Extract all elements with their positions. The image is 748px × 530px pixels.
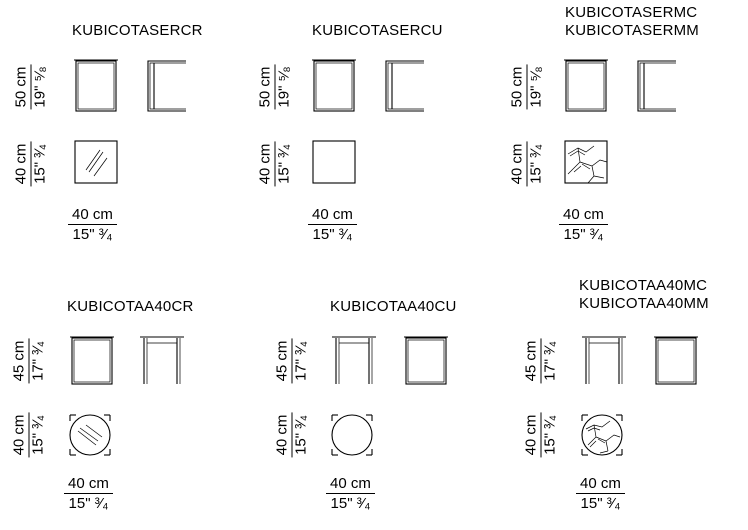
- top-view-drawing: [74, 140, 120, 186]
- front-elevation-drawing: [578, 334, 630, 388]
- depth-metric: 40 cm: [10, 414, 28, 456]
- height-dimension: [9, 57, 53, 117]
- front-elevation-drawing: [328, 334, 380, 388]
- depth-dimension: [505, 134, 549, 194]
- width-metric: 40 cm: [559, 206, 608, 225]
- width-dimension: [64, 475, 113, 512]
- width-imperial: 15" ³⁄₄: [68, 495, 109, 512]
- width-metric: 40 cm: [64, 475, 113, 494]
- depth-metric: 40 cm: [273, 414, 291, 456]
- width-dimension: [308, 206, 357, 243]
- depth-metric: 40 cm: [256, 143, 274, 185]
- product-card-serie-cr: [0, 0, 240, 250]
- product-title: [67, 298, 194, 316]
- product-title: [72, 22, 203, 40]
- height-metric: 45 cm: [10, 340, 28, 382]
- top-view-drawing: [328, 411, 376, 459]
- width-metric: 40 cm: [326, 475, 375, 494]
- depth-metric: 40 cm: [12, 143, 30, 185]
- product-code: KUBICOTASERCU: [312, 22, 443, 39]
- product-code: KUBICOTASERCR: [72, 22, 203, 39]
- height-metric: 45 cm: [273, 340, 291, 382]
- product-code-1: KUBICOTASERMC: [565, 4, 698, 21]
- width-dimension: [559, 206, 608, 243]
- product-code: KUBICOTAA40CR: [67, 298, 194, 315]
- product-code: KUBICOTAA40CU: [330, 298, 457, 315]
- depth-imperial: 15" ³⁄₄: [31, 144, 49, 184]
- side-elevation-drawing: [136, 334, 188, 388]
- depth-dimension: [519, 405, 563, 465]
- height-dimension: [519, 331, 563, 391]
- top-view-drawing: [578, 411, 626, 459]
- height-metric: 50 cm: [508, 66, 526, 108]
- height-metric: 50 cm: [256, 66, 274, 108]
- height-dimension: [7, 331, 51, 391]
- depth-dimension: [9, 134, 53, 194]
- height-imperial: 19" ⁵⁄₈: [527, 66, 545, 108]
- front-elevation-drawing: [70, 58, 122, 114]
- product-title: [330, 298, 457, 316]
- height-imperial: 17" ³⁄₄: [541, 341, 559, 381]
- front-elevation-drawing: [560, 58, 612, 114]
- width-metric: 40 cm: [576, 475, 625, 494]
- product-card-serie-mc-mm: [500, 0, 740, 250]
- side-elevation-drawing: [630, 58, 682, 114]
- height-imperial: 19" ⁵⁄₈: [31, 66, 49, 108]
- width-imperial: 15" ³⁄₄: [312, 226, 353, 243]
- side-elevation-drawing: [140, 58, 192, 114]
- width-dimension: [326, 475, 375, 512]
- width-imperial: 15" ³⁄₄: [330, 495, 371, 512]
- width-dimension: [576, 475, 625, 512]
- height-imperial: 17" ³⁄₄: [292, 341, 310, 381]
- product-code-2: KUBICOTASERMM: [565, 22, 699, 39]
- depth-imperial: 15" ³⁄₄: [29, 415, 47, 455]
- width-dimension: [68, 206, 117, 243]
- product-title: [312, 22, 443, 40]
- side-elevation-drawing: [650, 334, 702, 388]
- width-imperial: 15" ³⁄₄: [563, 226, 604, 243]
- depth-imperial: 15" ³⁄₄: [541, 415, 559, 455]
- height-metric: 50 cm: [12, 66, 30, 108]
- top-view-drawing: [564, 140, 610, 186]
- product-title: [565, 4, 699, 40]
- depth-imperial: 15" ³⁄₄: [292, 415, 310, 455]
- height-dimension: [253, 57, 297, 117]
- height-dimension: [270, 331, 314, 391]
- height-dimension: [505, 57, 549, 117]
- product-code-2: KUBICOTAA40MM: [579, 295, 709, 312]
- width-imperial: 15" ³⁄₄: [580, 495, 621, 512]
- depth-imperial: 15" ³⁄₄: [275, 144, 293, 184]
- product-card-a40-cr: [0, 280, 240, 530]
- top-view-drawing: [66, 411, 114, 459]
- product-code-1: KUBICOTAA40MC: [579, 277, 708, 294]
- height-imperial: 19" ⁵⁄₈: [275, 66, 293, 108]
- width-metric: 40 cm: [308, 206, 357, 225]
- product-card-a40-cu: [262, 280, 502, 530]
- depth-dimension: [253, 134, 297, 194]
- side-elevation-drawing: [400, 334, 452, 388]
- depth-imperial: 15" ³⁄₄: [527, 144, 545, 184]
- front-elevation-drawing: [308, 58, 360, 114]
- height-metric: 45 cm: [522, 340, 540, 382]
- product-card-a40-mc-mm: [510, 277, 748, 530]
- depth-metric: 40 cm: [522, 414, 540, 456]
- width-imperial: 15" ³⁄₄: [72, 226, 113, 243]
- product-title: [579, 277, 709, 313]
- width-metric: 40 cm: [68, 206, 117, 225]
- depth-dimension: [270, 405, 314, 465]
- top-view-drawing: [312, 140, 358, 186]
- product-card-serie-cu: [244, 0, 484, 250]
- depth-dimension: [7, 405, 51, 465]
- front-elevation-drawing: [66, 334, 118, 388]
- height-imperial: 17" ³⁄₄: [29, 341, 47, 381]
- side-elevation-drawing: [378, 58, 430, 114]
- depth-metric: 40 cm: [508, 143, 526, 185]
